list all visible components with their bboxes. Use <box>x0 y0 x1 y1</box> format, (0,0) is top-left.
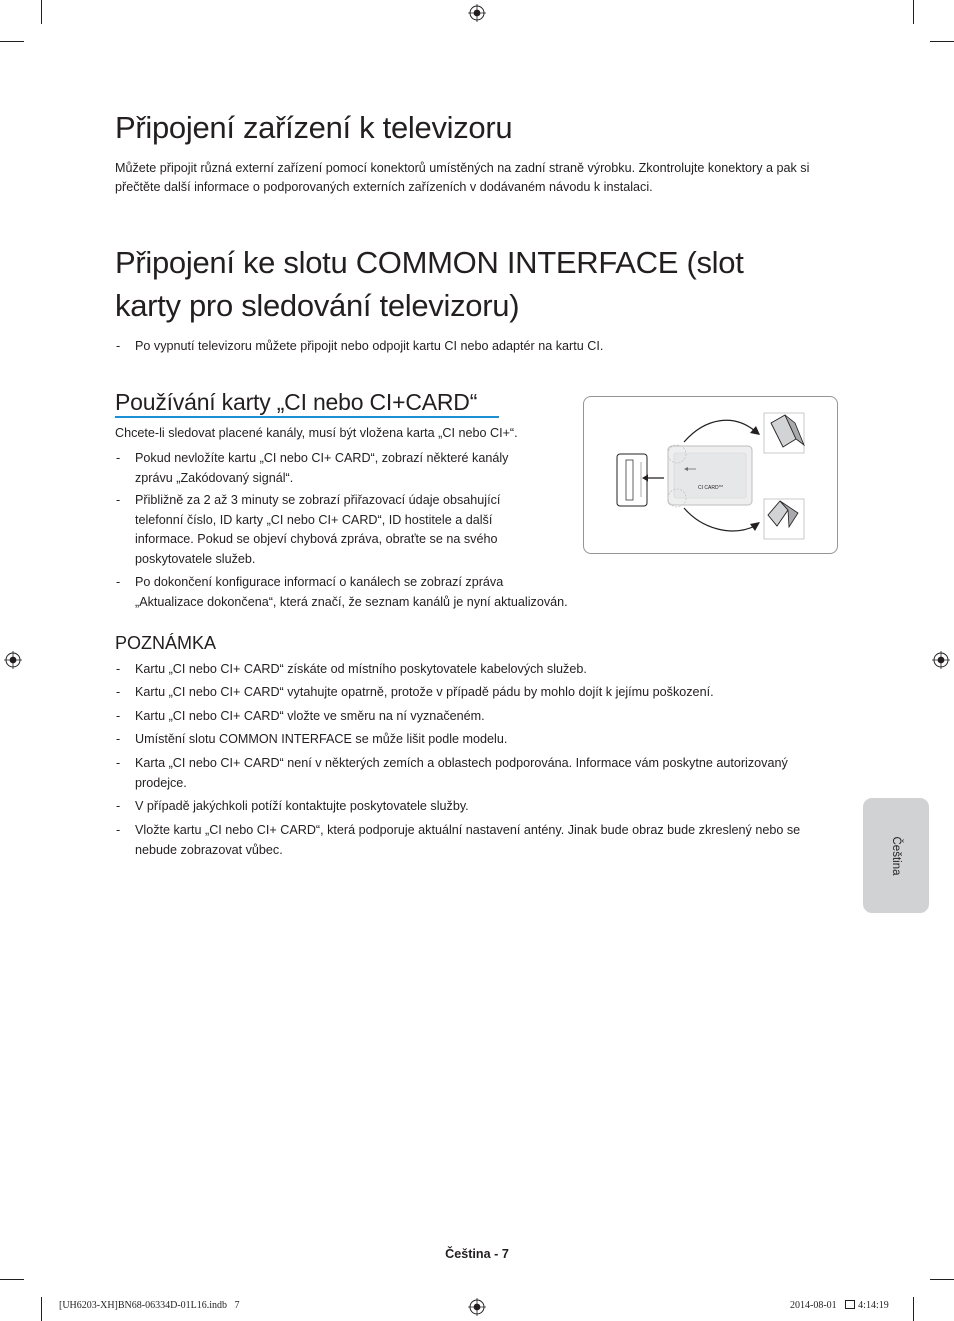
list-item-line: informace. Pokud se objeví chybová zpráva, obraťte se na svého <box>135 532 498 546</box>
list-item <box>116 449 546 489</box>
intro-line: Můžete připojit různá externí zařízení pomocí konektorů umístěných na zadní straně výrobku. Zkontrolujte konektory a pak si <box>115 161 810 175</box>
bullet-dash: - <box>116 799 121 813</box>
list-item-line: poskytovatele služeb. <box>135 551 256 566</box>
bullet-dash: - <box>116 575 121 589</box>
note-heading: POZNÁMKA <box>115 633 217 653</box>
print-footer-sep-icon <box>845 1300 855 1309</box>
note-list-item <box>116 730 836 750</box>
bullet-dash: - <box>116 339 121 353</box>
crop-mark <box>0 1279 24 1280</box>
page-number: Čeština - 7 <box>445 1247 509 1261</box>
registration-mark-icon <box>468 1298 486 1316</box>
section-title: karty pro sledování televizoru) <box>115 288 520 323</box>
list-item-line: Přibližně za 2 až 3 minuty se zobrazí přiřazovací údaje obsahující <box>135 493 501 507</box>
note-line: Kartu „CI nebo CI+ CARD“ získáte od místního poskytovatele kabelových služeb. <box>135 662 587 676</box>
ci-card-diagram <box>584 397 837 553</box>
registration-mark-icon <box>932 651 950 669</box>
bullet-dash: - <box>116 451 121 465</box>
list-item-line: „Aktualizace dokončena“, která značí, že seznam kanálů je nyní aktualizován. <box>135 594 568 609</box>
language-side-tab <box>863 798 929 913</box>
note-list-item <box>116 821 836 861</box>
note-list-item <box>116 707 836 727</box>
crop-mark <box>913 0 914 24</box>
section-note-text: Po vypnutí televizoru můžete připojit nebo odpojit kartu CI nebo adaptér na kartu CI. <box>135 339 604 353</box>
note-line: nebude zobrazovat vůbec. <box>135 842 283 857</box>
crop-mark <box>0 41 24 42</box>
ci-card-illustration <box>583 396 838 554</box>
curved-arrow-icon <box>684 508 755 531</box>
print-footer-right <box>790 1300 889 1311</box>
subsection-underline <box>115 416 499 418</box>
note-line: Umístění slotu COMMON INTERFACE se může lišit podle modelu. <box>135 732 508 746</box>
bullet-dash: - <box>116 823 121 837</box>
note-list-item <box>116 797 836 817</box>
note-line: Karta „CI nebo CI+ CARD“ není v některých zemích a oblastech podporována. Informace vám poskytne autorizovaný <box>135 756 788 770</box>
crop-mark <box>41 1297 42 1321</box>
list-item-line: Po dokončení konfigurace informací o kanálech se zobrazí zpráva <box>135 575 504 589</box>
intro-line: přečtěte další informace o podporovaných externích zařízeních v dodávaném návodu k instalaci. <box>115 180 653 194</box>
language-side-tab-label: Čeština <box>890 836 902 875</box>
bullet-dash: - <box>116 662 121 676</box>
note-list-item <box>116 660 836 680</box>
note-list-item <box>116 754 836 794</box>
registration-mark-icon <box>468 4 486 22</box>
page-title: Připojení zařízení k televizoru <box>115 110 513 145</box>
figure-card-label: CI CARD™ <box>698 484 723 491</box>
section-note <box>116 337 836 357</box>
curved-arrow-icon <box>684 420 755 442</box>
list-item-line: Pokud nevložíte kartu „CI nebo CI+ CARD“, zobrazí některé kanály <box>135 451 509 465</box>
note-line: Kartu „CI nebo CI+ CARD“ vložte ve směru na ní vyznačeném. <box>135 709 485 723</box>
registration-mark-icon <box>4 651 22 669</box>
note-line: V případě jakýchkoli potíží kontaktujte poskytovatele služby. <box>135 799 469 813</box>
list-item-line: telefonní číslo, ID karty „CI nebo CI+ CARD“, ID hostitele a další <box>135 512 493 527</box>
bullet-dash: - <box>116 493 121 507</box>
section-title: Připojení ke slotu COMMON INTERFACE (slot <box>115 245 744 280</box>
note-line: Vložte kartu „CI nebo CI+ CARD“, která podporuje aktuální nastavení antény. Jinak bude obraz bude zkreslený nebo se <box>135 823 801 837</box>
bullet-dash: - <box>116 685 121 699</box>
crop-mark <box>41 0 42 24</box>
note-line: Kartu „CI nebo CI+ CARD“ vytahujte opatrně, protože v případě pádu by mohlo dojít k jejímu poškození. <box>135 685 714 699</box>
print-footer-date: 2014-08-01 <box>790 1300 837 1311</box>
crop-mark <box>930 41 954 42</box>
crop-mark <box>913 1297 914 1321</box>
print-footer-left: [UH6203-XH]BN68-06334D-01L16.indb 7 <box>59 1300 240 1311</box>
subsection-intro: Chcete-li sledovat placené kanály, musí být vložena karta „CI nebo CI+“. <box>115 426 518 440</box>
bullet-dash: - <box>116 732 121 746</box>
list-item <box>116 491 546 571</box>
bullet-dash: - <box>116 756 121 770</box>
subsection-title: Používání karty „CI nebo CI+CARD“ <box>115 389 478 415</box>
crop-mark <box>930 1279 954 1280</box>
list-item-line: zprávu „Zakódovaný signál“. <box>135 470 294 485</box>
note-line: prodejce. <box>135 775 187 790</box>
list-item <box>116 573 596 613</box>
bullet-dash: - <box>116 709 121 723</box>
print-footer-time: 4:14:19 <box>858 1300 889 1311</box>
note-list-item <box>116 683 836 703</box>
